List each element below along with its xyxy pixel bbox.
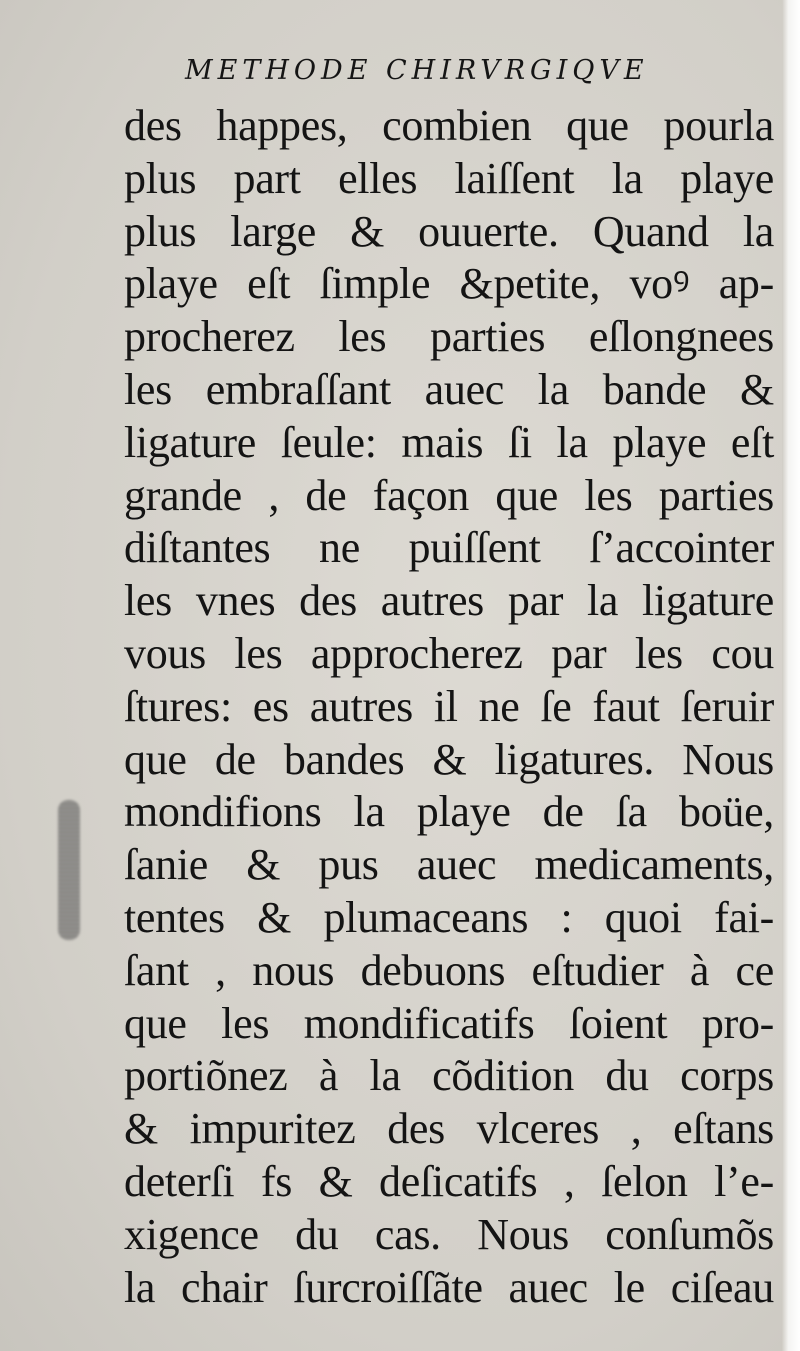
text-line: ſanie & pus auec medicaments, — [124, 840, 774, 890]
body-text — [124, 100, 774, 1314]
text-line: plus large & ouuerte. Quand la — [124, 206, 774, 256]
text-line: deterſi fs & deſicatifs , ſelon l’e- — [124, 1156, 774, 1206]
text-line: les vnes des autres par la ligature — [124, 576, 774, 626]
text-line: que de bandes & ligatures. Nous — [124, 734, 774, 784]
text-line: playe eſt ſimple &petite, voꝰ ap- — [124, 259, 774, 309]
text-line: que les mondificatifs ſoient pro- — [124, 998, 774, 1048]
ink-smudge — [58, 800, 80, 940]
text-line: grande , de façon que les parties — [124, 470, 774, 520]
text-line: mondifions la playe de ſa boüe, — [124, 787, 774, 837]
text-line: ligature ſeule: mais ſi la playe eſt — [124, 417, 774, 467]
text-line: ſant , nous debuons eſtudier à ce — [124, 945, 774, 995]
text-line: diſtantes ne puiſſent ſ’accointer — [124, 523, 774, 573]
text-line: procherez les parties eſlongnees — [124, 312, 774, 362]
page-edge — [782, 0, 800, 1351]
text-line: la chair ſurcroiſſãte auec le ciſeau — [124, 1262, 774, 1312]
text-line: les embraſſant auec la bande & — [124, 364, 774, 414]
text-line: tentes & plumaceans : quoi fai- — [124, 892, 774, 942]
text-line: portiõnez à la cõdition du corps — [124, 1051, 774, 1101]
text-line: plus part elles laiſſent la playe — [124, 153, 774, 203]
text-line: & impuritez des vlceres , eſtans — [124, 1104, 774, 1154]
text-line: vous les approcherez par les cou — [124, 628, 774, 678]
running-head: METHODE CHIRVRGIQVE — [185, 55, 649, 86]
text-line: ſtures: es autres il ne ſe faut ſeruir — [124, 681, 774, 731]
text-line: des happes, combien que pourla — [124, 101, 774, 150]
text-line: xigence du cas. Nous conſumõs — [124, 1209, 774, 1259]
